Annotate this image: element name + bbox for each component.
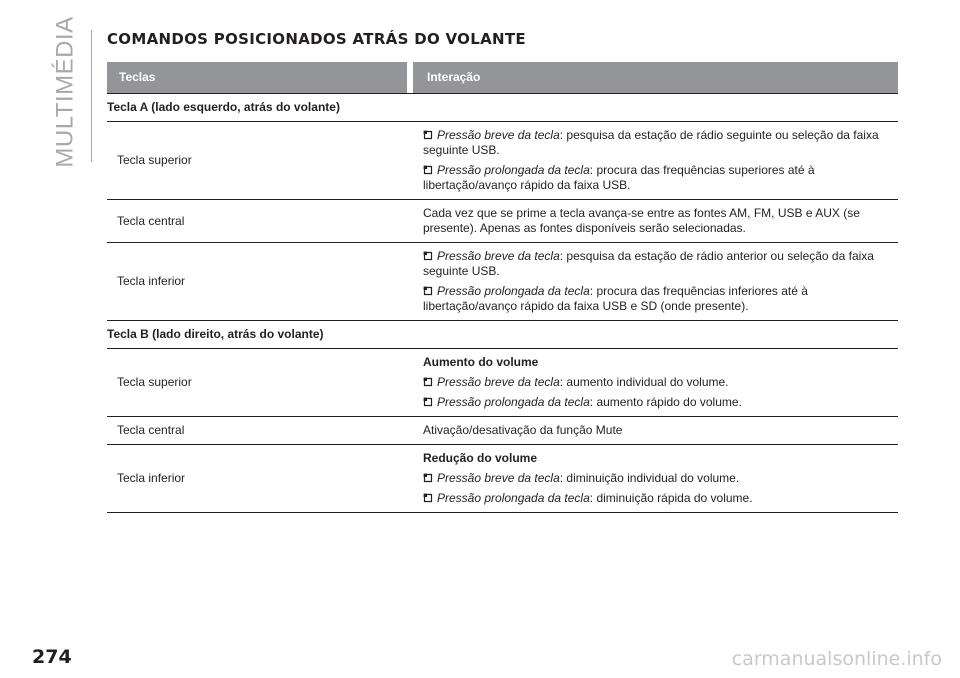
finger-press-icon: [423, 129, 433, 139]
row-key: Tecla superior: [117, 375, 192, 389]
action-description: : diminuição individual do volume.: [559, 471, 740, 485]
header-keys: Teclas: [107, 62, 407, 93]
action-description: : diminuição rápida do volume.: [589, 491, 753, 505]
table-header: [107, 62, 898, 93]
action-description: : procura das frequências inferiores até à libertação/avanço rápido da faixa USB e SD (onde presente).: [423, 284, 808, 313]
finger-press-icon: [423, 472, 433, 482]
finger-press-icon: [423, 396, 433, 406]
row-item: [423, 491, 898, 506]
table-row: [107, 242, 898, 320]
row-key: Tecla inferior: [117, 274, 186, 288]
table-row: [107, 444, 898, 512]
row-item: [423, 471, 898, 486]
row-key: Tecla superior: [117, 153, 192, 167]
row-value: [415, 445, 898, 512]
finger-press-icon: [423, 164, 433, 174]
row-key: Tecla central: [117, 423, 185, 437]
action-label: Pressão breve da tecla: [437, 249, 560, 263]
row-subheading: Redução do volume: [423, 451, 538, 465]
action-label: Pressão prolongada da tecla: [437, 491, 590, 505]
finger-press-icon: [423, 376, 433, 386]
row-item: [423, 249, 898, 279]
header-interaction: Interação: [413, 62, 898, 93]
action-description: : pesquisa da estação de rádio anterior ou seleção da faixa seguinte USB.: [423, 249, 874, 278]
table-row: [107, 199, 898, 242]
table-body: [107, 93, 898, 512]
section-title: Tecla A (lado esquerdo, atrás do volante): [107, 93, 898, 121]
action-label: Pressão prolongada da tecla: [437, 284, 590, 298]
watermark: carmanualsonline.info: [731, 648, 942, 670]
page-title: COMANDOS POSICIONADOS ATRÁS DO VOLANTE: [107, 30, 526, 48]
side-divider: [91, 30, 92, 162]
action-label: Pressão breve da tecla: [437, 471, 560, 485]
section-side-label: MULTIMÉDIA: [52, 16, 80, 168]
row-item: [423, 128, 898, 158]
row-subheading: Aumento do volume: [423, 355, 539, 369]
finger-press-icon: [423, 285, 433, 295]
action-description: : pesquisa da estação de rádio seguinte ou seleção da faixa seguinte USB.: [423, 128, 879, 157]
row-item: [423, 395, 898, 410]
finger-press-icon: [423, 250, 433, 260]
row-item: [423, 284, 898, 314]
controls-table: [107, 62, 898, 513]
row-item: [423, 375, 898, 390]
action-description: : aumento rápido do volume.: [589, 395, 742, 409]
table-bottom-rule: [107, 512, 898, 513]
action-description: : aumento individual do volume.: [559, 375, 729, 389]
row-value: [415, 243, 898, 320]
finger-press-icon: [423, 492, 433, 502]
action-description: : procura das frequências superiores até à libertação/avanço rápido da faixa USB.: [423, 163, 815, 192]
row-value: [415, 349, 898, 416]
row-item: [423, 163, 898, 193]
row-text: Ativação/desativação da função Mute: [423, 423, 623, 437]
table-row: [107, 121, 898, 199]
row-key: Tecla central: [117, 213, 185, 228]
table-row: [107, 348, 898, 416]
row-value: [415, 417, 898, 444]
table-row: [107, 416, 898, 444]
action-label: Pressão prolongada da tecla: [437, 163, 590, 177]
row-key: Tecla inferior: [117, 471, 186, 485]
row-text: Cada vez que se prime a tecla avança-se entre as fontes AM, FM, USB e AUX (se presente). Apenas as fontes disponíveis serão selecionadas.: [423, 206, 860, 235]
action-label: Pressão prolongada da tecla: [437, 395, 590, 409]
row-value: [415, 122, 898, 199]
section-title: Tecla B (lado direito, atrás do volante): [107, 320, 898, 348]
action-label: Pressão breve da tecla: [437, 128, 560, 142]
action-label: Pressão breve da tecla: [437, 375, 560, 389]
row-value: [415, 200, 898, 242]
page-number: 274: [32, 646, 72, 668]
